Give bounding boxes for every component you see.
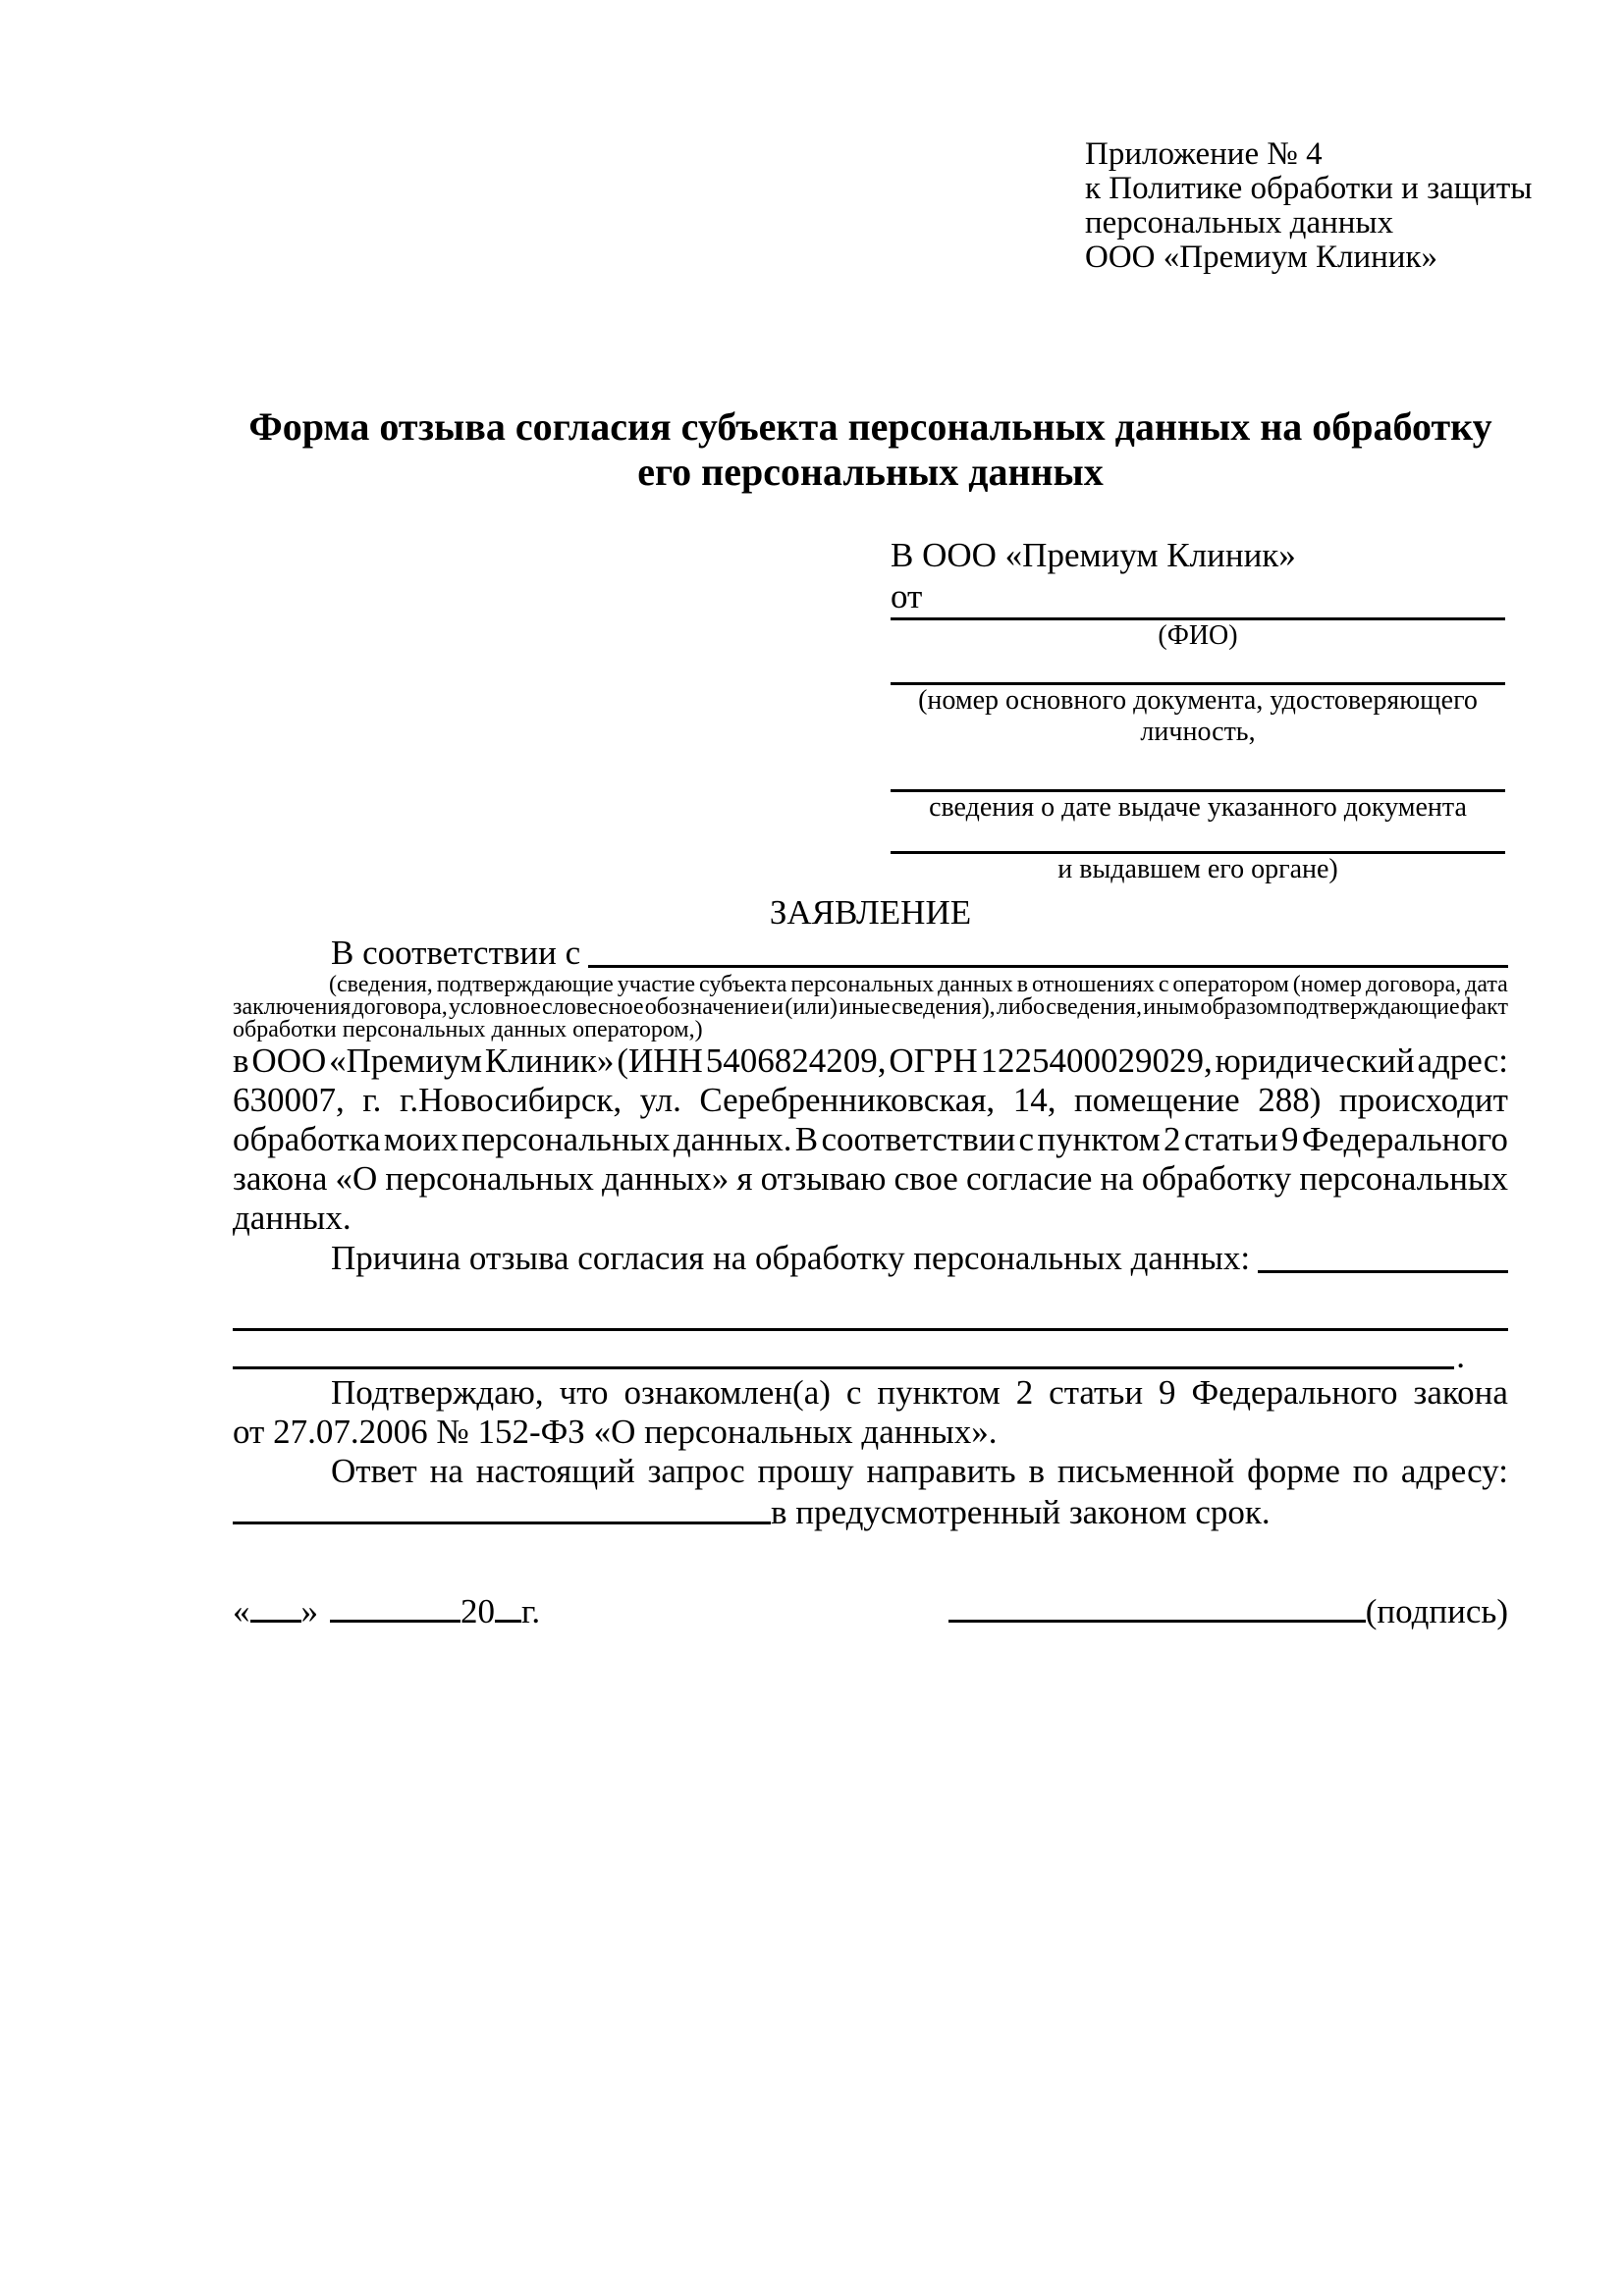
reason-line [233,1238,1508,1279]
statement-heading: ЗАЯВЛЕНИЕ [769,893,972,932]
writing-blank-line-2 [233,1331,1508,1373]
year-suffix: г. [521,1592,541,1630]
body-line: данных. [233,1199,352,1237]
appendix-line: персональных данных [1085,205,1394,240]
confirmation-line: от 27.07.2006 № 152-ФЗ «О персональных данных». [233,1413,998,1451]
day-blank [250,1620,301,1623]
writing-blank-line-1 [233,1279,1508,1331]
blank-line-period: . [1456,1337,1465,1375]
confirmation-paragraph [233,1373,1508,1452]
form-title-line-1: Форма отзыва согласия субъекта персональных данных на обработку [248,404,1492,449]
signature-blank-line [948,1620,1366,1623]
year-blank [495,1620,521,1623]
issuing-authority-caption: и выдавшем его органе) [1057,854,1338,884]
form-title [233,404,1508,495]
signature-field [948,1592,1508,1631]
statement-body [233,1041,1508,1238]
address-blank-line [233,1522,771,1524]
statement-section [233,893,1508,1534]
reason-label: Причина отзыва согласия на обработку персональных данных: [331,1239,1251,1277]
appendix-line: ООО «Премиум Клиник» [1085,240,1437,275]
body-line: обработка моих персональных данных. В соответствии с пунктом 2 статьи 9 Федерального [233,1120,1508,1158]
date-signature-row [233,1592,1508,1631]
date-field [233,1592,540,1631]
intro-blank-line [588,933,1508,968]
footnote-line: обработки персональных данных оператором,) [233,1017,703,1042]
body-line: закона «О персональных данных» я отзываю свое согласие на обработку персональных [233,1159,1508,1198]
appendix-line: Приложение № 4 [1085,136,1323,172]
intro-line [233,933,1508,974]
reply-suffix: в предусмотренный законом срок. [771,1493,1271,1531]
fio-caption: (ФИО) [1158,620,1238,651]
reason-blank-line [1258,1238,1508,1273]
signature-caption: (подпись) [1365,1592,1508,1630]
reply-address-line [233,1491,1508,1534]
body-line: в ООО «Премиум Клиник» (ИНН 5406824209, ОГРН 1225400029029, юридический адрес: [233,1041,1508,1080]
issue-date-caption: сведения о дате выдаче указанного документа [929,792,1467,823]
date-open-quote: « [233,1592,250,1630]
date-close-quote: » [300,1592,318,1630]
recipient-block [891,535,1505,885]
month-blank [330,1620,460,1623]
recipient-to: В ООО «Премиум Клиник» [891,536,1296,574]
form-title-line-2: его персональных данных [637,450,1104,494]
footnote-line: заключения договора, условное словесное обозначение и (или) иные сведения), либо сведения, иным образом подтверждающие факт [233,994,1508,1020]
confirmation-line: Подтверждаю, что ознакомлен(а) с пунктом 2 статьи 9 Федерального закона [331,1373,1508,1412]
year-prefix: 20 [460,1592,495,1630]
appendix-line: к Политике обработки и защиты [1085,171,1533,206]
reply-line: Ответ на настоящий запрос прошу направить в письменной форме по адресу: [331,1452,1508,1490]
body-line: 630007, г. г.Новосибирск, ул. Серебренниковская, 14, помещение 288) происходит [233,1081,1508,1119]
document-number-caption: (номер основного документа, удостоверяющего личность, [918,685,1478,747]
recipient-from-label: от [891,577,923,615]
writing-blank-line-2-rule [233,1366,1454,1369]
appendix-header [1085,137,1532,275]
footnote [233,974,1508,1041]
footnote-line: (сведения, подтверждающие участие субъекта персональных данных в отношениях с оператором (номер договора, дата [329,972,1508,997]
intro-label: В соответствии с [331,934,581,972]
